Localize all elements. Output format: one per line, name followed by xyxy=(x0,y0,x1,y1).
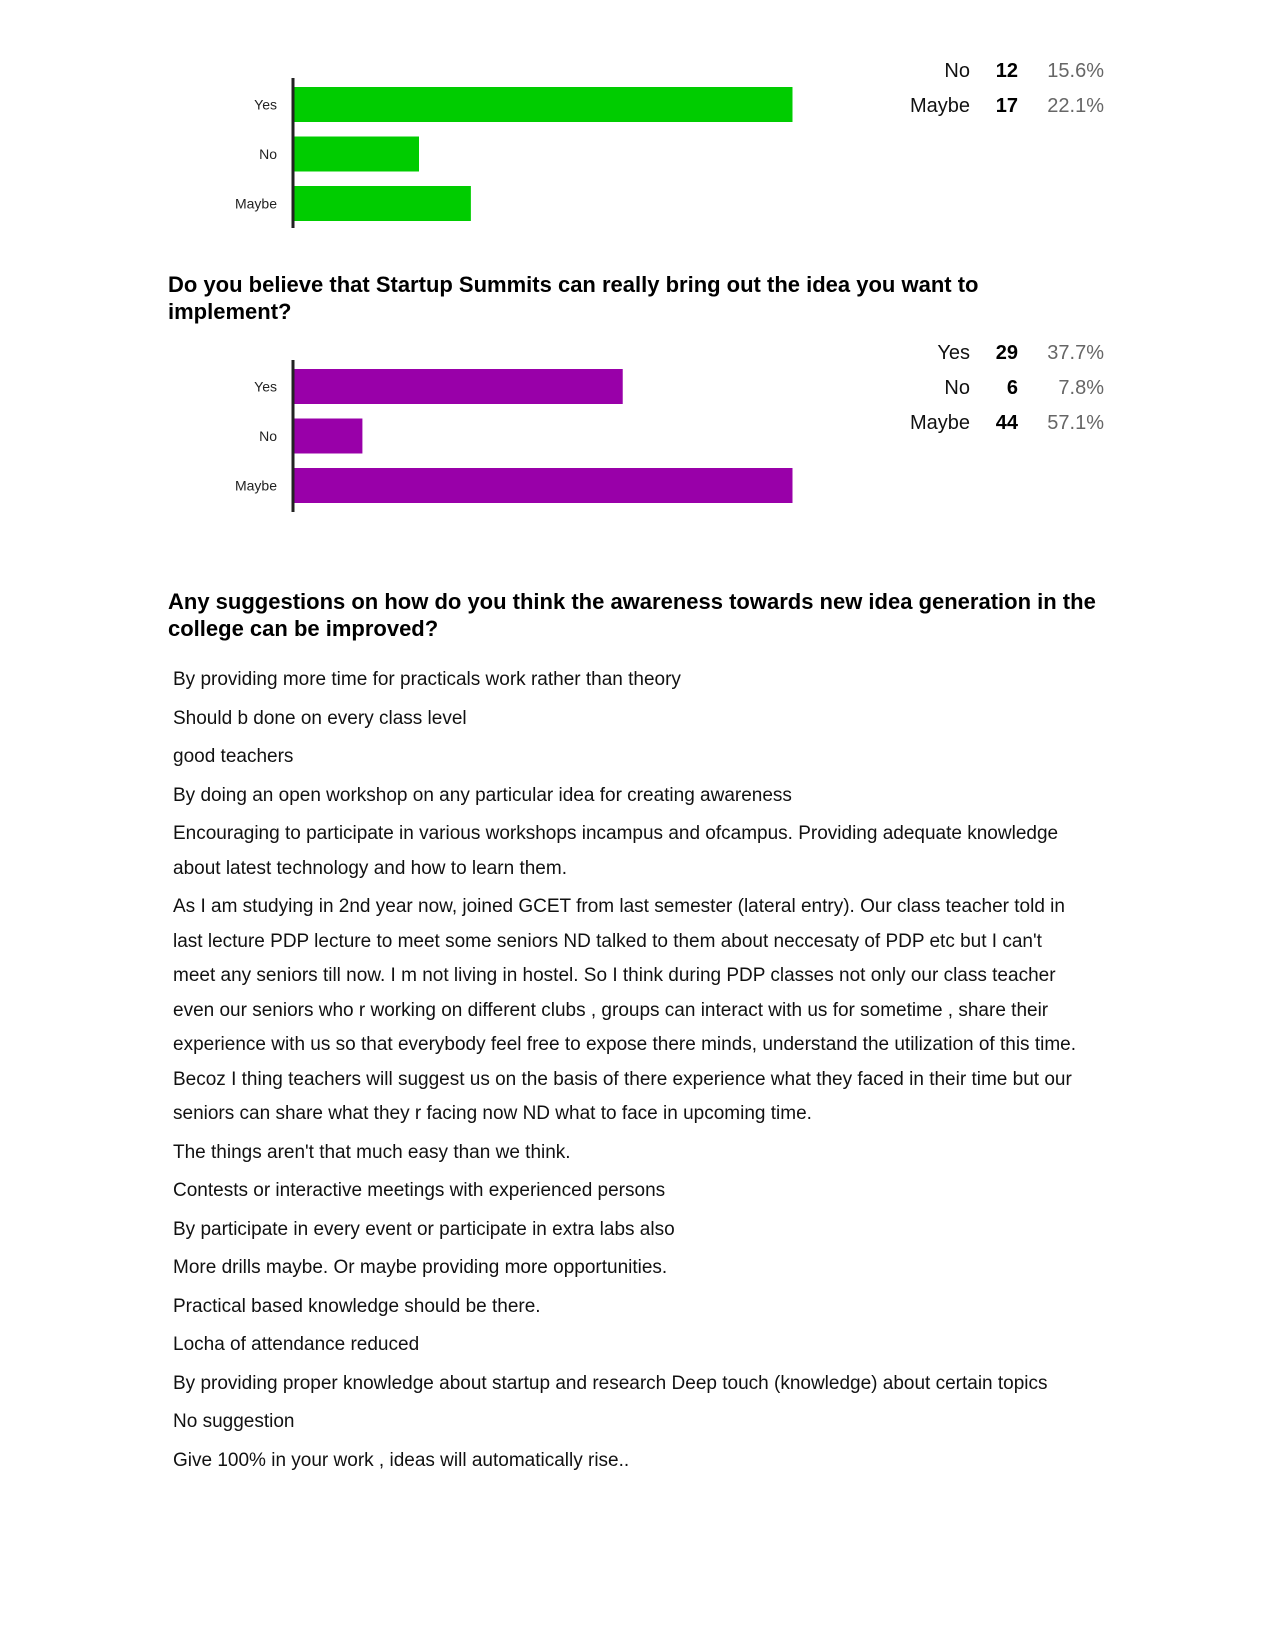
list-item: By providing proper knowledge about startup and research Deep touch (knowledge) about certain topics xyxy=(173,1372,1048,1394)
suggestions-list xyxy=(173,663,1078,1482)
chart-2-question: Do you believe that Startup Summits can really bring out the idea you want to implement? xyxy=(168,272,979,324)
legend-row xyxy=(860,336,1104,371)
list-item: good teachers xyxy=(173,746,294,767)
category-label: Yes xyxy=(254,96,277,113)
category-label: No xyxy=(259,428,277,444)
legend-percent: 15.6% xyxy=(1047,60,1104,82)
legend-row xyxy=(860,371,1104,406)
legend-label: No xyxy=(944,377,970,399)
legend-label: Maybe xyxy=(909,412,970,434)
suggestions-question: Any suggestions on how do you think the awareness towards new idea generation in the college can be improved? xyxy=(168,589,1096,641)
legend-percent: 57.1% xyxy=(1047,412,1104,434)
legend-count: 44 xyxy=(995,412,1018,434)
list-item: By doing an open workshop on any particular idea for creating awareness xyxy=(173,784,792,806)
legend-count: 17 xyxy=(995,95,1018,117)
legend-label: Maybe xyxy=(909,95,970,117)
list-item: Encouraging to participate in various workshops incampus and ofcampus. Providing adequate knowledge about latest technology and how to learn them. xyxy=(173,823,1059,879)
chart-2-legend xyxy=(860,336,1104,441)
list-item: Locha of attendance reduced xyxy=(173,1334,420,1355)
chart-2-svg xyxy=(0,0,1275,520)
legend-row xyxy=(860,406,1104,441)
list-item: More drills maybe. Or maybe providing more opportunities. xyxy=(173,1257,668,1278)
legend-percent: 7.8% xyxy=(1058,377,1104,399)
category-label: No xyxy=(259,146,277,162)
list-item: By providing more time for practicals work rather than theory xyxy=(173,669,681,690)
list-item: Practical based knowledge should be there. xyxy=(173,1295,541,1317)
list-item: As I am studying in 2nd year now, joined GCET from last semester (lateral entry). Our class teacher told in last lecture PDP lecture to meet some seniors ND talked to them about neccesaty of PDP etc but I can't meet any seniors till now. I m not living in hostel. So I think during PDP classes not only our class teacher even our seniors who r working on different clubs , groups can interact with us for sometime , share their experience with us so that everybody feel free to expose there minds, understand the utilization of this time. Becoz I thing teachers will suggest us on the basis of there experience what they faced in their time but our seniors can share what they r facing now ND what to face in upcoming time. xyxy=(173,896,1077,1124)
legend-count: 29 xyxy=(995,342,1018,364)
bar-yes xyxy=(295,369,623,404)
bar-maybe xyxy=(295,468,793,503)
category-label: Maybe xyxy=(234,195,277,212)
legend-label: No xyxy=(944,60,970,82)
legend-count: 12 xyxy=(995,60,1018,82)
list-item: Give 100% in your work , ideas will automatically rise.. xyxy=(173,1449,630,1471)
category-label: Yes xyxy=(254,378,277,395)
list-item: The things aren't that much easy than we think. xyxy=(173,1141,571,1163)
list-item: No suggestion xyxy=(173,1411,295,1432)
category-label: Maybe xyxy=(234,477,277,494)
bar-no xyxy=(295,419,363,454)
list-item: Contests or interactive meetings with experienced persons xyxy=(173,1180,666,1201)
legend-percent: 22.1% xyxy=(1047,95,1104,117)
list-item: Should b done on every class level xyxy=(173,707,467,729)
legend-count: 6 xyxy=(1006,377,1018,399)
list-item: By participate in every event or participate in extra labs also xyxy=(173,1218,675,1240)
legend-percent: 37.7% xyxy=(1047,342,1104,364)
legend-label: Yes xyxy=(937,342,970,364)
